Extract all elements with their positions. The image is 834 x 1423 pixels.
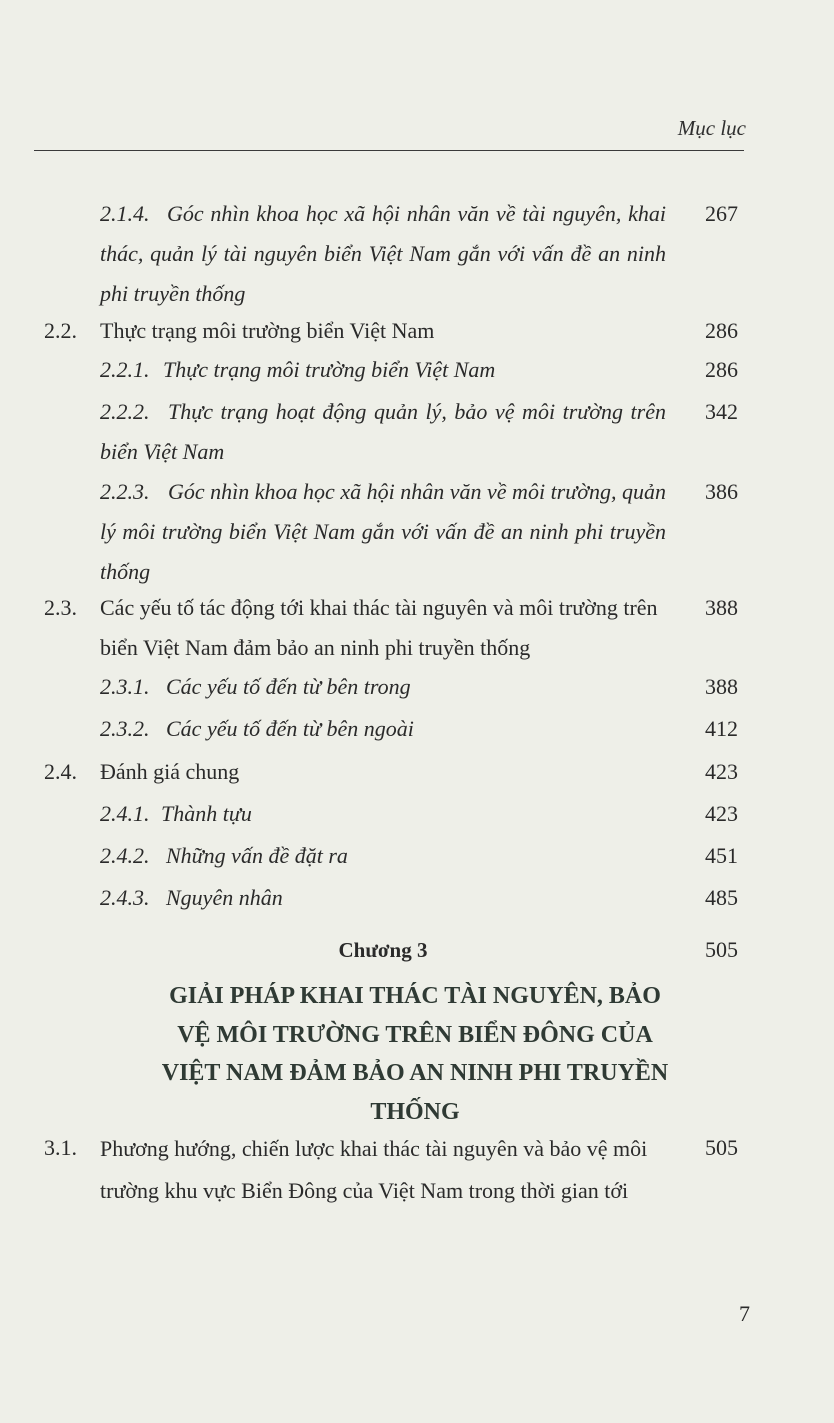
entry-title: Các yếu tố đến từ bên ngoài <box>166 716 414 741</box>
entry-page: 388 <box>705 595 738 620</box>
entry-title: Góc nhìn khoa học xã hội nhân văn về môi trường, quản lý môi trường biển Việt Nam gắn với vấn đề an ninh phi truyền thống <box>100 479 666 584</box>
entry-number: 2.3.2. <box>100 716 150 741</box>
entry-title: Thực trạng môi trường biển Việt Nam <box>163 357 496 382</box>
entry-page: 386 <box>705 479 738 504</box>
header-rule <box>34 150 744 151</box>
entry-title: Các yếu tố đến từ bên trong <box>166 674 411 699</box>
chapter-label-text: Chương 3 <box>338 938 428 962</box>
entry-title: Đánh giá chung <box>100 759 240 784</box>
entry-number: 2.4.2. <box>100 843 150 868</box>
entry-number: 2.2.2. <box>100 399 150 424</box>
entry-page: 286 <box>705 318 738 343</box>
entry-number: 2.2. <box>44 318 77 343</box>
entry-page: 412 <box>705 716 738 741</box>
entry-page: 423 <box>705 759 738 784</box>
entry-page: 286 <box>705 357 738 382</box>
entry-number: 2.3.1. <box>100 674 150 699</box>
chapter-title: GIẢI PHÁP KHAI THÁC TÀI NGUYÊN, BẢO VỆ MÔI TRƯỜNG TRÊN BIỂN ĐÔNG CỦA VIỆT NAM ĐẢM BẢO AN NINH PHI TRUYỀN THỐNG <box>161 983 669 1125</box>
entry-title: Thực trạng hoạt động quản lý, bảo vệ môi trường trên biển Việt Nam <box>100 399 666 464</box>
entry-page: 505 <box>705 1135 738 1160</box>
entry-number: 2.2.3. <box>100 479 150 504</box>
entry-title: Các yếu tố tác động tới khai thác tài nguyên và môi trường trên biển Việt Nam đảm bảo an ninh phi truyền thống <box>100 595 658 660</box>
entry-number: 2.1.4. <box>100 201 150 226</box>
entry-number: 2.4. <box>44 759 77 784</box>
page-number: 7 <box>739 1301 750 1326</box>
entry-title: Góc nhìn khoa học xã hội nhân văn về tài nguyên, khai thác, quản lý tài nguyên biển Việt Nam gắn với vấn đề an ninh phi truyền thống <box>100 201 666 306</box>
entry-number: 2.4.3. <box>100 885 150 910</box>
entry-number: 2.4.1. <box>100 801 150 826</box>
entry-title: Những vấn đề đặt ra <box>166 843 348 868</box>
entry-page: 423 <box>705 801 738 826</box>
entry-number: 2.2.1. <box>100 357 150 382</box>
running-head: Mục lục <box>677 116 746 140</box>
entry-title: Thực trạng môi trường biển Việt Nam <box>100 318 435 343</box>
entry-number: 2.3. <box>44 595 77 620</box>
entry-page: 485 <box>705 885 738 910</box>
entry-page: 267 <box>705 201 738 226</box>
entry-page: 342 <box>705 399 738 424</box>
entry-page: 388 <box>705 674 738 699</box>
entry-title: Nguyên nhân <box>166 885 283 910</box>
entry-number: 3.1. <box>44 1135 77 1160</box>
chapter-page: 505 <box>705 937 738 962</box>
entry-page: 451 <box>705 843 738 868</box>
entry-title: Thành tựu <box>161 801 252 826</box>
entry-title: Phương hướng, chiến lược khai thác tài nguyên và bảo vệ môi trường khu vực Biển Đông của Việt Nam trong thời gian tới <box>100 1136 648 1203</box>
